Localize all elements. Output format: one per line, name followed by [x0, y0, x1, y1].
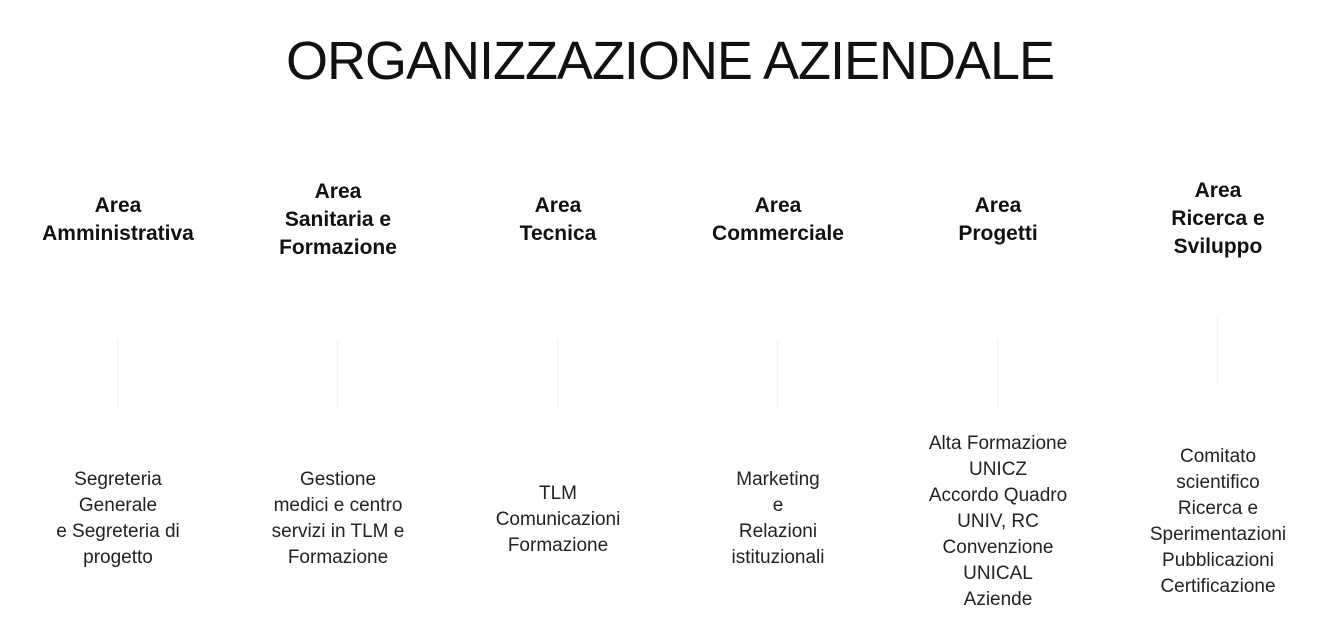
page-title: ORGANIZZAZIONE AZIENDALE	[285, 31, 1055, 91]
area-administrative	[8, 0, 228, 640]
connector-line	[337, 340, 338, 410]
area-heading: Area Progetti	[958, 194, 1038, 245]
connector-line	[1217, 315, 1218, 385]
area-items: Gestione medici e centro servizi in TLM e Formazione	[271, 469, 405, 568]
area-heading: Area Tecnica	[519, 194, 597, 245]
area-items: Comitato scientifico Ricerca e Sperimentazioni Pubblicazioni Certificazione	[1149, 446, 1287, 597]
connector-line	[997, 340, 998, 410]
area-items: Segreteria Generale e Segreteria di progetto	[56, 469, 180, 568]
area-heading: Area Commerciale	[712, 194, 844, 245]
area-heading: Area Sanitaria e Formazione	[279, 180, 397, 259]
area-items: Marketing e Relazioni istituzionali	[731, 469, 825, 568]
area-research-development	[1108, 0, 1328, 640]
area-technical	[448, 0, 668, 640]
connector-line	[557, 340, 558, 410]
area-health-training	[228, 0, 448, 640]
area-commercial	[668, 0, 888, 640]
area-projects	[888, 0, 1108, 640]
area-items: TLM Comunicazioni Formazione	[495, 483, 621, 556]
connector-line	[777, 340, 778, 410]
area-items: Alta Formazione UNICZ Accordo Quadro UNIV, RC Convenzione UNICAL Aziende	[928, 433, 1068, 610]
area-heading: Area Ricerca e Sviluppo	[1171, 179, 1265, 258]
area-heading: Area Amministrativa	[42, 194, 194, 245]
connector-line	[117, 340, 118, 410]
